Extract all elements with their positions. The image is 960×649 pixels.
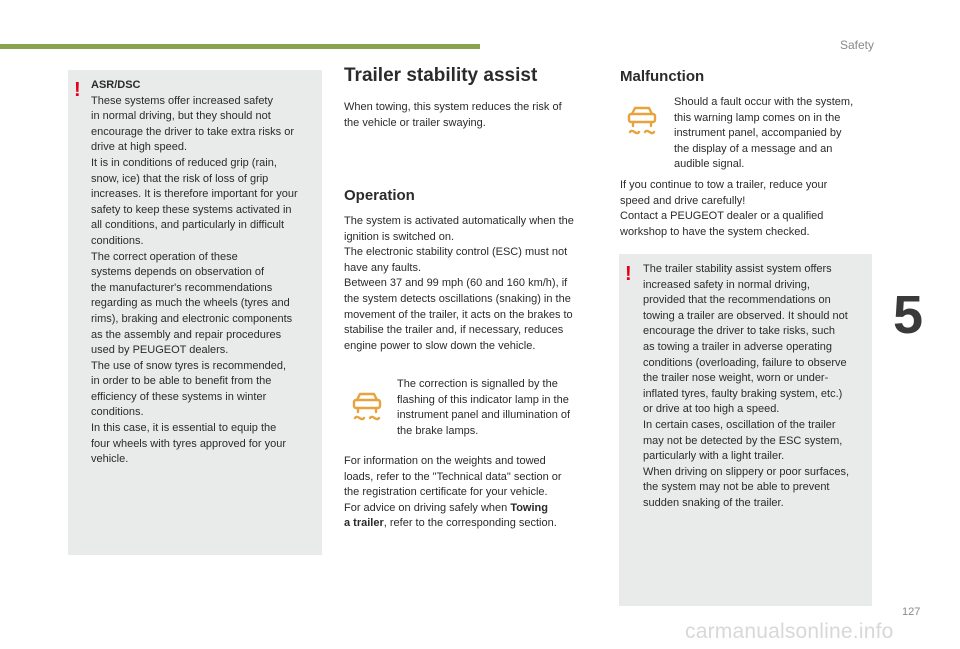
line: encourage the driver to take risks, such bbox=[643, 325, 835, 338]
line: conditions. bbox=[91, 234, 144, 247]
malfunction-icon-text bbox=[674, 95, 874, 173]
warning-exclamation-icon: ! bbox=[625, 263, 632, 285]
line: efficiency of these systems in winter bbox=[91, 390, 267, 403]
line: the registration certificate for your vehicle. bbox=[344, 486, 548, 499]
line: the system may not be able to prevent bbox=[643, 481, 830, 494]
trailer-bold: a trailer bbox=[344, 517, 384, 530]
line: drive at high speed. bbox=[91, 141, 188, 154]
line: snow, ice) that the risk of loss of grip bbox=[91, 172, 269, 185]
line: towing a trailer are observed. It should not bbox=[643, 309, 848, 322]
line: The correction is signalled by the bbox=[397, 378, 558, 390]
line: Between 37 and 99 mph (60 and 160 km/h), if bbox=[344, 277, 568, 290]
line: all conditions, and particularly in difficult bbox=[91, 219, 285, 232]
line: in normal driving, but they should not bbox=[91, 110, 271, 123]
line: For information on the weights and towed bbox=[344, 455, 546, 467]
towing-info-text bbox=[344, 454, 606, 532]
line: have any faults. bbox=[344, 261, 422, 274]
line: safety to keep these systems activated in bbox=[91, 203, 292, 216]
stability-warning-icon bbox=[349, 390, 385, 424]
page-title: Trailer stability assist bbox=[344, 65, 538, 86]
line: ignition is switched on. bbox=[344, 230, 455, 243]
asr-dsc-title: ASR/DSC bbox=[91, 79, 141, 91]
line: In this case, it is essential to equip the bbox=[91, 422, 277, 435]
line: the trailer nose weight, worn or under- bbox=[643, 372, 829, 385]
chapter-number: 5 bbox=[893, 285, 924, 345]
line: Contact a PEUGEOT dealer or a qualified bbox=[620, 210, 824, 223]
line: speed and drive carefully! bbox=[620, 194, 746, 207]
line: The use of snow tyres is recommended, bbox=[91, 359, 287, 372]
line: inflated tyres, faulty braking system, etc.) bbox=[643, 387, 843, 400]
line: The correct operation of these bbox=[91, 250, 238, 263]
page-number: 127 bbox=[902, 606, 921, 618]
malfunction-heading: Malfunction bbox=[620, 68, 705, 85]
line: When towing, this system reduces the risk of bbox=[344, 101, 562, 113]
line: In certain cases, oscillation of the trailer bbox=[643, 418, 836, 431]
line: as towing a trailer in adverse operating bbox=[643, 340, 832, 353]
line: increased safety in normal driving, bbox=[643, 278, 810, 291]
line: used by PEUGEOT dealers. bbox=[91, 344, 229, 357]
line bbox=[344, 516, 606, 532]
line: audible signal. bbox=[674, 158, 745, 171]
line: The electronic stability control (ESC) must not bbox=[344, 246, 568, 259]
line: conditions. bbox=[91, 406, 144, 419]
line: the display of a message and an bbox=[674, 142, 833, 155]
line: increases. It is therefore important for your bbox=[91, 188, 298, 201]
footer-watermark: carmanualsonline.info bbox=[685, 620, 894, 643]
line: in order to be able to benefit from the bbox=[91, 375, 272, 388]
line: regarding as much the wheels (tyres and bbox=[91, 297, 290, 310]
line: particularly with a light trailer. bbox=[643, 450, 785, 463]
line: workshop to have the system checked. bbox=[620, 225, 810, 238]
operation-text bbox=[344, 214, 604, 354]
line bbox=[344, 501, 606, 517]
warning-exclamation-icon: ! bbox=[74, 79, 81, 101]
line: as the assembly and repair procedures bbox=[91, 328, 282, 341]
line: provided that the recommendations on bbox=[643, 294, 831, 307]
trailer-warning-text bbox=[643, 262, 875, 512]
info-line-text: For advice on driving safely when bbox=[344, 501, 508, 514]
malfunction-warning-icon bbox=[624, 104, 660, 138]
intro-text bbox=[344, 100, 604, 131]
line: If you continue to tow a trailer, reduce your bbox=[620, 179, 828, 191]
line: When driving on slippery or poor surfaces, bbox=[643, 465, 850, 478]
line: encourage the driver to take extra risks or bbox=[91, 125, 294, 138]
line: this warning lamp comes on in the bbox=[674, 111, 841, 124]
line: four wheels with tyres approved for your bbox=[91, 437, 287, 450]
line: vehicle. bbox=[91, 453, 129, 466]
line: loads, refer to the "Technical data" section or bbox=[344, 470, 562, 483]
line: stabilise the trailer and, if necessary, reduces bbox=[344, 324, 564, 337]
line: flashing of this indicator lamp in the bbox=[397, 393, 569, 406]
line: engine power to slow down the vehicle. bbox=[344, 339, 536, 352]
line: or drive at too high a speed. bbox=[643, 403, 780, 416]
line: the brake lamps. bbox=[397, 424, 479, 437]
line: The trailer stability assist system offers bbox=[643, 263, 832, 275]
line: rims), braking and electronic components bbox=[91, 312, 293, 325]
line: It is in conditions of reduced grip (rain, bbox=[91, 156, 277, 169]
line: sudden snaking of the trailer. bbox=[643, 496, 784, 509]
indicator-text bbox=[397, 377, 597, 439]
asr-dsc-text bbox=[91, 78, 323, 468]
line: the manufacturer's recommendations bbox=[91, 281, 273, 294]
line: the vehicle or trailer swaying. bbox=[344, 116, 486, 129]
towing-bold: Towing bbox=[510, 501, 548, 514]
line: The system is activated automatically when the bbox=[344, 215, 574, 227]
header-accent-bar bbox=[0, 44, 480, 49]
line: the system detects oscillations (snaking) in the bbox=[344, 292, 571, 305]
line: conditions (overloading, failure to observe bbox=[643, 356, 847, 369]
line: These systems offer increased safety bbox=[91, 94, 273, 107]
line: instrument panel and illumination of bbox=[397, 409, 571, 422]
operation-heading: Operation bbox=[344, 187, 415, 204]
towing-rest: , refer to the corresponding section. bbox=[383, 517, 557, 530]
line: may not be detected by the ESC system, bbox=[643, 434, 843, 447]
line: Should a fault occur with the system, bbox=[674, 96, 854, 108]
line: systems depends on observation of bbox=[91, 266, 265, 279]
line: movement of the trailer, it acts on the brakes to bbox=[344, 308, 573, 321]
section-title: Safety bbox=[839, 38, 874, 52]
malfunction-text bbox=[620, 178, 875, 240]
line: instrument panel, accompanied by bbox=[674, 127, 842, 140]
